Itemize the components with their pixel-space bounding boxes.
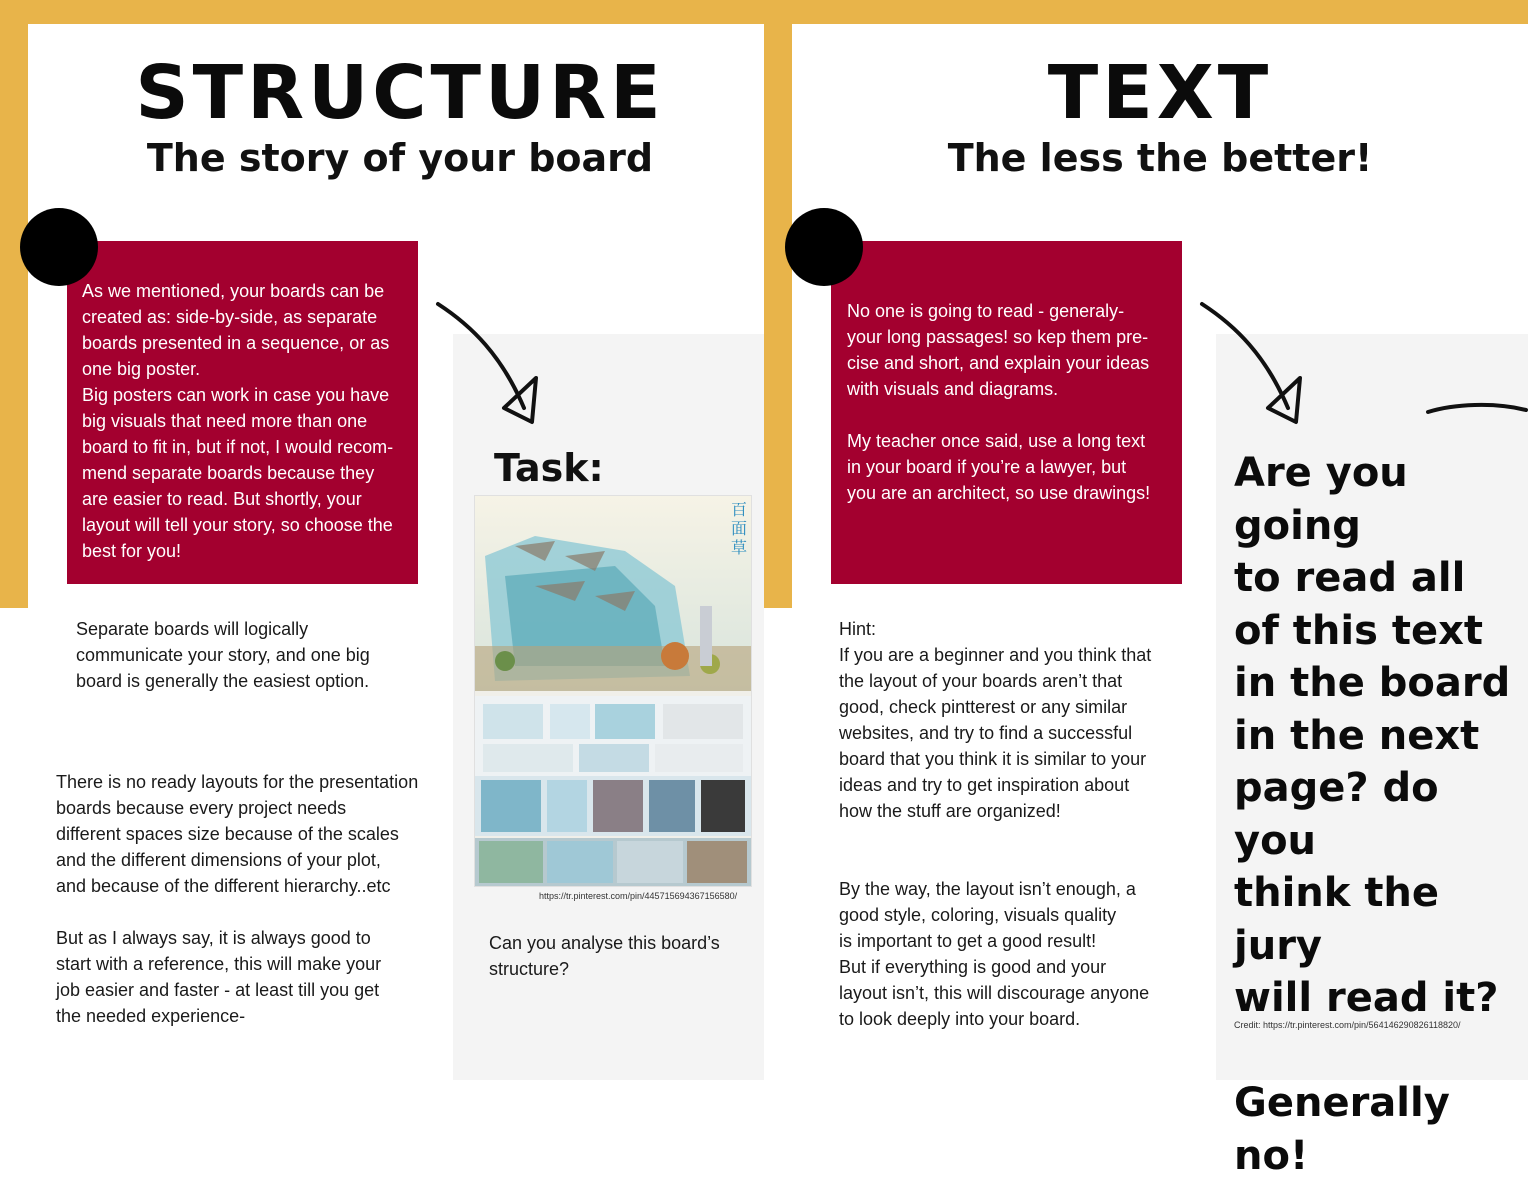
big-question: Are you going to read all of this text in the board in the next page? do you think the jury will read it? Generally no! xyxy=(1234,450,1511,1179)
page-subtitle-right: The less the better! xyxy=(947,136,1373,180)
arrow-down-icon xyxy=(432,296,552,436)
layout-paragraph: By the way, the layout isn’t enough, a good style, coloring, visuals quality is important to get a good result! But if everything is good and your layout isn’t, this will discourage anyone to look deeply into your board. xyxy=(839,879,1150,1029)
red-box-text: As we mentioned, your boards can be created as: side-by-side, as separate boards presented in a sequence, or as one big poster. Big posters can work in case you have big visuals that need more than one board to fit in, but if not, I would recom- mend separate boards because they are easier to read. But shortly, your layout will tell your story, so choose the best for you! xyxy=(82,281,394,561)
page-subtitle: The story of your board xyxy=(146,136,654,180)
red-box-text-right: No one is going to read - generaly- your long passages! so kep them pre- cise and short, and explain your ideas with visuals and diagrams. My teacher once said, use a long text in your board if you’re a lawyer, but you are an architect, so use drawings! xyxy=(847,301,1151,503)
layouts-paragraph: There is no ready layouts for the presentation boards because every project needs different spaces size because of the scales and the different dimensions of your plot, and because of the different hierarchy..etc But as I always say, it is always good to start with a reference, this will make your job easier and faster - at least till you get the needed experience- xyxy=(56,772,419,1026)
reference-board-image xyxy=(474,495,752,887)
page-title-right: TEXT xyxy=(1047,50,1273,136)
task-question: Can you analyse this board’s structure? xyxy=(489,933,720,979)
image-kanji: 百 面 草 xyxy=(731,500,748,557)
arrow-down-icon xyxy=(1196,296,1316,436)
board-illustration xyxy=(475,496,751,886)
task-label: Task: xyxy=(494,446,604,490)
credit-text: Credit: https://tr.pinterest.com/pin/564146290826118820/ xyxy=(1234,1020,1461,1030)
bullet-dot xyxy=(20,208,98,286)
squiggle-line xyxy=(1424,398,1528,422)
separate-boards-paragraph: Separate boards will logically communicate your story, and one big board is generally the easiest option. xyxy=(76,619,370,691)
bullet-dot-right xyxy=(785,208,863,286)
image-credit: https://tr.pinterest.com/pin/445715694367156580/ xyxy=(539,891,738,901)
hint-paragraph: Hint: If you are a beginner and you think that the layout of your boards aren’t that good, check pintterest or any similar websites, and try to find a successful board that you think it is similar to your ideas and try to get inspiration about how the stuff are organized! xyxy=(839,619,1152,821)
page-title: STRUCTURE xyxy=(135,50,665,136)
